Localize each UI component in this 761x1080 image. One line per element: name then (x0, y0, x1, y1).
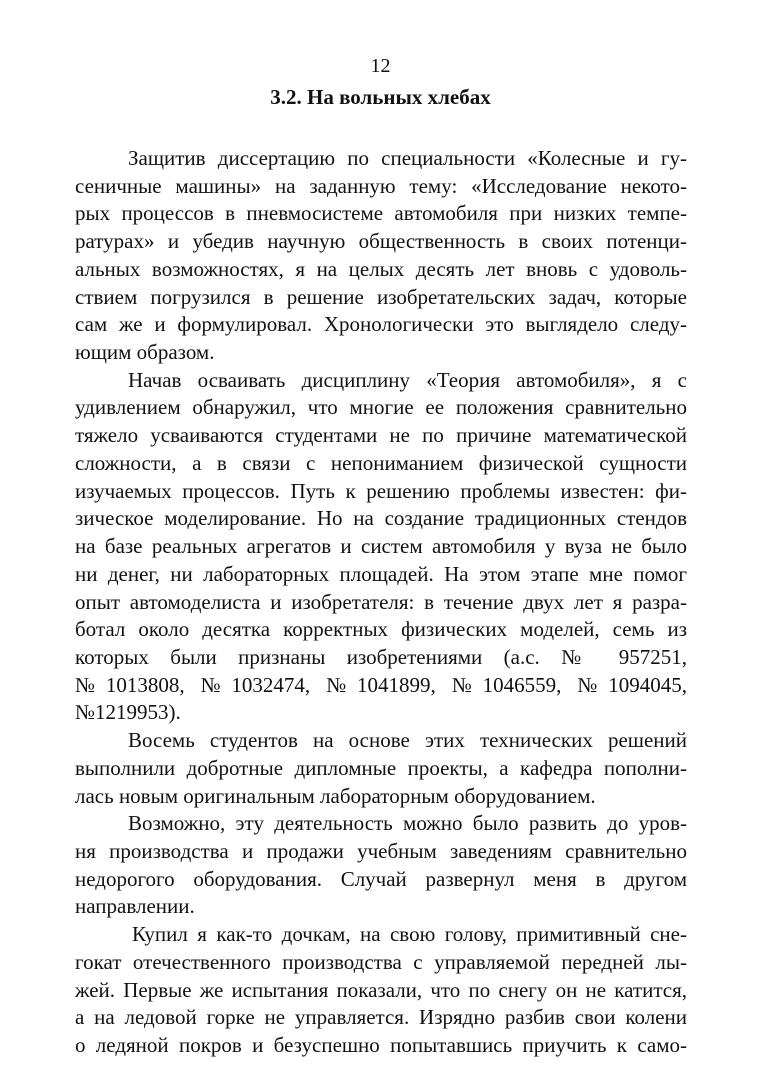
text-line: недорогого оборудования. Случай развернул меня в другом (75, 866, 687, 891)
page-number: 12 (370, 55, 391, 77)
text-line: а на ледовой горке не управляется. Изрядно разбив свои колени (75, 1005, 687, 1030)
text-line: ющим образом. (75, 340, 215, 365)
body-text (75, 145, 687, 1060)
text-line: которых были признаны изобретениями (а.с. № 957251, (75, 644, 687, 669)
text-line: Начав осваивать дисциплину «Теория автомобиля», я с (128, 367, 687, 392)
text-line: направлении. (75, 894, 195, 919)
text-line: гокат отечественного производства с управляемой передней лы- (75, 949, 687, 974)
paragraph (75, 810, 687, 921)
text-line: опыт автомоделиста и изобретателя: в течение двух лет я разра- (75, 589, 687, 614)
text-line: ратурах» и убедив научную общественность в своих потенци- (75, 229, 687, 254)
text-line: тяжело усваиваются студентами не по причине математической (75, 423, 687, 448)
text-line: Возможно, эту деятельность можно было развить до уров- (128, 811, 687, 836)
text-line: выполнили добротные дипломные проекты, а кафедра пополни- (75, 755, 687, 780)
text-line: ня производства и продажи учебным заведениям сравнительно (75, 838, 687, 863)
text-line: Защитив диссертацию по специальности «Колесные и гу- (128, 146, 687, 170)
text-line: лась новым оригинальным лабораторным оборудованием. (75, 783, 596, 808)
text-line: №1219953). (75, 700, 181, 725)
text-line: сам же и формулировал. Хронологически это выглядело следу- (75, 312, 687, 337)
text-line: на базе реальных агрегатов и систем автомобиля у вуза не было (75, 534, 687, 559)
text-line: ствием погрузился в решение изобретательских задач, которые (75, 284, 687, 309)
text-line: альных возможностях, я на целых десять лет вновь с удоволь- (75, 256, 687, 281)
text-line: Восемь студентов на основе этих технических решений (128, 728, 687, 753)
text-line: ни денег, ни лабораторных площадей. На этом этапе мне помог (75, 561, 687, 586)
text-line: зическое моделирование. Но на создание традиционных стендов (75, 506, 687, 531)
text-line: жей. Первые же испытания показали, что по снегу он не катится, (75, 977, 687, 1002)
text-line: ботал около десятка корректных физических моделей, семь из (75, 617, 687, 642)
paragraph (75, 921, 687, 1060)
text-line: сложности, а в связи с непониманием физической сущности (75, 450, 687, 475)
section-title: 3.2. На вольных хлебах (270, 85, 491, 109)
paragraph (75, 145, 687, 367)
paragraph (75, 727, 687, 810)
text-line: рых процессов в пневмосистеме автомобиля при низких темпе- (75, 201, 687, 226)
text-line: удивлением обнаружил, что многие ее положения сравнительно (75, 395, 687, 420)
text-line: изучаемых процессов. Путь к решению проблемы известен: фи- (75, 478, 687, 503)
text-line: сеничные машины» на заданную тему: «Исследование некото- (75, 173, 687, 198)
text-line: №1013808, №1032474, №1041899, №1046559, №1094045, (75, 672, 687, 697)
text-line: о ледяной покров и безуспешно попытавшись приучить к само- (75, 1033, 687, 1057)
text-line: Купил я как-то дочкам, на свою голову, примитивный сне- (132, 922, 687, 947)
paragraph (75, 367, 687, 727)
